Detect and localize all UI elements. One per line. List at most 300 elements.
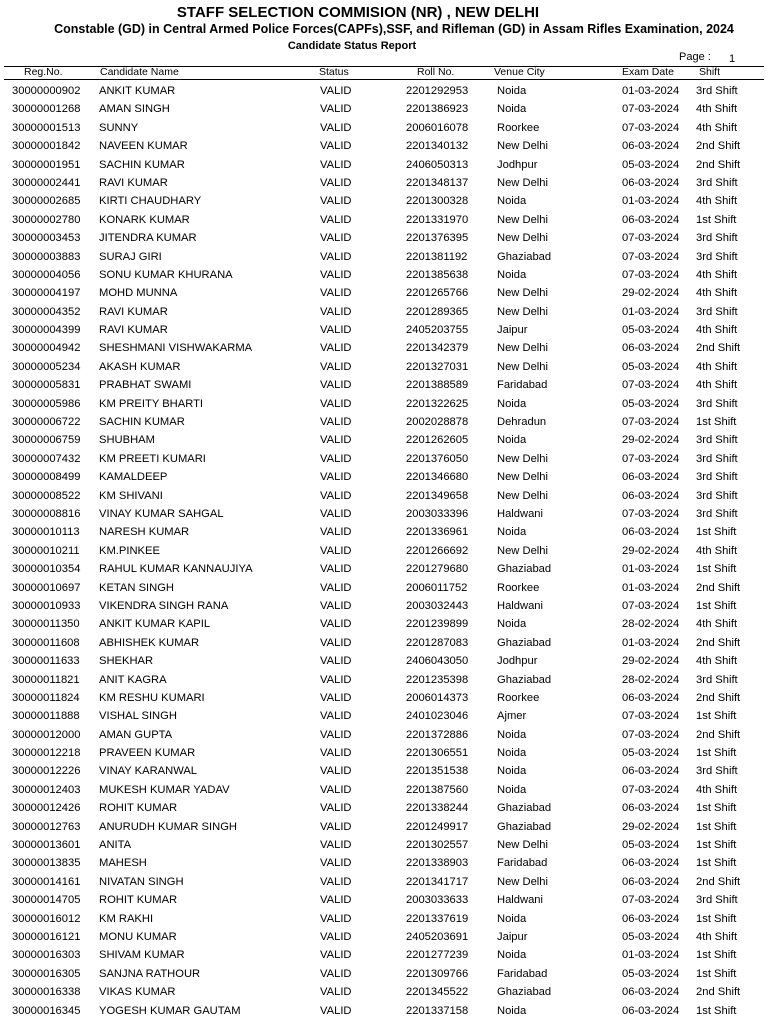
status-cell: VALID — [320, 747, 352, 760]
roll-no-cell: 2006011752 — [406, 581, 468, 594]
candidate-name-cell: PRABHAT SWAMI — [99, 379, 192, 392]
roll-no-cell: 2006014373 — [406, 691, 469, 704]
reg-no-cell: 30000008499 — [12, 471, 81, 484]
exam-date-cell: 01-03-2024 — [622, 563, 680, 576]
shift-cell: 3rd Shift — [696, 232, 738, 245]
venue-city-cell: Jodhpur — [497, 158, 538, 171]
reg-no-cell: 30000013601 — [12, 839, 81, 852]
exam-date-cell: 06-03-2024 — [622, 912, 680, 925]
exam-date-cell: 06-03-2024 — [622, 986, 680, 999]
status-cell: VALID — [320, 507, 352, 520]
candidate-name-cell: KM RAKHI — [99, 912, 154, 925]
shift-cell: 4th Shift — [696, 379, 738, 392]
table-row — [0, 912, 768, 930]
col-header-roll-no: Roll No. — [417, 66, 455, 78]
roll-no-cell: 2201300328 — [406, 195, 469, 208]
table-row — [0, 433, 768, 451]
status-cell: VALID — [320, 636, 352, 649]
exam-date-cell: 06-03-2024 — [622, 802, 680, 815]
status-cell: VALID — [320, 765, 352, 778]
col-header-candidate-name: Candidate Name — [100, 66, 179, 78]
status-cell: VALID — [320, 250, 352, 263]
candidate-name-cell: RAVI KUMAR — [99, 305, 168, 318]
venue-city-cell: Ghaziabad — [497, 802, 552, 815]
shift-cell: 1st Shift — [696, 839, 737, 852]
status-cell: VALID — [320, 581, 352, 594]
table-row — [0, 948, 768, 966]
status-cell: VALID — [320, 342, 352, 355]
venue-city-cell: Haldwani — [497, 507, 544, 520]
status-cell: VALID — [320, 673, 352, 686]
roll-no-cell: 2003032443 — [406, 599, 469, 612]
shift-cell: 1st Shift — [696, 820, 737, 833]
venue-city-cell: New Delhi — [497, 176, 548, 189]
reg-no-cell: 30000011608 — [12, 636, 80, 649]
roll-no-cell: 2201386923 — [406, 103, 469, 116]
table-row — [0, 764, 768, 782]
shift-cell: 1st Shift — [696, 1004, 737, 1017]
candidate-name-cell: ABHISHEK KUMAR — [99, 636, 200, 649]
venue-city-cell: Haldwani — [497, 894, 544, 907]
roll-no-cell: 2201346680 — [406, 471, 469, 484]
exam-date-cell: 05-03-2024 — [622, 397, 680, 410]
exam-date-cell: 06-03-2024 — [622, 471, 680, 484]
candidate-name-cell: SACHIN KUMAR — [99, 158, 185, 171]
roll-no-cell: 2201349658 — [406, 489, 469, 502]
shift-cell: 3rd Shift — [696, 452, 738, 465]
exam-date-cell: 07-03-2024 — [622, 599, 680, 612]
table-row — [0, 158, 768, 176]
table-row — [0, 930, 768, 948]
shift-cell: 1st Shift — [696, 526, 737, 539]
exam-date-cell: 29-02-2024 — [622, 434, 680, 447]
reg-no-cell: 30000016012 — [12, 912, 81, 925]
venue-city-cell: New Delhi — [497, 360, 548, 373]
status-cell: VALID — [320, 618, 352, 631]
roll-no-cell: 2201322625 — [406, 397, 469, 410]
venue-city-cell: Noida — [497, 268, 527, 281]
status-cell: VALID — [320, 397, 352, 410]
shift-cell: 2nd Shift — [696, 158, 741, 171]
shift-cell: 1st Shift — [696, 912, 737, 925]
table-row — [0, 84, 768, 102]
exam-date-cell: 06-03-2024 — [622, 875, 680, 888]
shift-cell: 2nd Shift — [696, 581, 741, 594]
reg-no-cell: 30000007432 — [12, 452, 81, 465]
venue-city-cell: New Delhi — [497, 875, 548, 888]
candidate-name-cell: SONU KUMAR KHURANA — [99, 268, 233, 281]
exam-date-cell: 07-03-2024 — [622, 103, 680, 116]
reg-no-cell: 30000002780 — [12, 213, 81, 226]
roll-no-cell: 2201340132 — [406, 140, 469, 153]
candidate-name-cell: SHIVAM KUMAR — [99, 949, 185, 962]
reg-no-cell: 30000010697 — [12, 581, 81, 594]
shift-cell: 3rd Shift — [696, 397, 738, 410]
exam-date-cell: 01-03-2024 — [622, 636, 680, 649]
candidate-name-cell: KIRTI CHAUDHARY — [99, 195, 202, 208]
status-cell: VALID — [320, 1004, 352, 1017]
venue-city-cell: Dehradun — [497, 416, 547, 429]
candidate-name-cell: KM PREETI KUMARI — [99, 452, 206, 465]
roll-no-cell: 2201338903 — [406, 857, 469, 870]
shift-cell: 2nd Shift — [696, 636, 741, 649]
table-row — [0, 102, 768, 120]
reg-no-cell: 30000004197 — [12, 287, 81, 300]
shift-cell: 1st Shift — [696, 416, 737, 429]
reg-no-cell: 30000010354 — [12, 563, 81, 576]
candidate-name-cell: PRAVEEN KUMAR — [99, 747, 196, 760]
roll-no-cell: 2201376050 — [406, 452, 469, 465]
table-row — [0, 305, 768, 323]
venue-city-cell: Noida — [497, 949, 527, 962]
venue-city-cell: Noida — [497, 85, 527, 97]
roll-no-cell: 2201235398 — [406, 673, 469, 686]
status-cell: VALID — [320, 471, 352, 484]
reg-no-cell: 30000011824 — [12, 691, 80, 704]
venue-city-cell: Noida — [497, 526, 527, 539]
venue-city-cell: Noida — [497, 434, 527, 447]
col-header-exam-date: Exam Date — [622, 66, 674, 78]
shift-cell: 1st Shift — [696, 563, 737, 576]
col-header-reg-no: Reg.No. — [24, 66, 63, 78]
reg-no-cell: 30000002441 — [12, 176, 81, 189]
exam-date-cell: 01-03-2024 — [622, 195, 680, 208]
roll-no-cell: 2201342379 — [406, 342, 469, 355]
shift-cell: 3rd Shift — [696, 305, 738, 318]
exam-date-cell: 05-03-2024 — [622, 158, 680, 171]
exam-date-cell: 07-03-2024 — [622, 268, 680, 281]
exam-date-cell: 07-03-2024 — [622, 452, 680, 465]
roll-no-cell: 2201341717 — [406, 875, 469, 888]
shift-cell: 2nd Shift — [696, 691, 741, 704]
roll-no-cell: 2003033396 — [406, 507, 469, 520]
page-number: 1 — [729, 53, 736, 65]
table-row — [0, 360, 768, 378]
candidate-name-cell: MOHD MUNNA — [99, 287, 178, 300]
status-cell: VALID — [320, 379, 352, 392]
reg-no-cell: 30000004352 — [12, 305, 81, 318]
exam-date-cell: 01-03-2024 — [622, 85, 680, 97]
exam-date-cell: 07-03-2024 — [622, 894, 680, 907]
status-cell: VALID — [320, 599, 352, 612]
status-cell: VALID — [320, 820, 352, 833]
reg-no-cell: 30000012000 — [12, 728, 81, 741]
venue-city-cell: Faridabad — [497, 967, 548, 980]
table-row — [0, 489, 768, 507]
reg-no-cell: 30000008522 — [12, 489, 81, 502]
roll-no-cell: 2201388589 — [406, 379, 469, 392]
table-row — [0, 268, 768, 286]
shift-cell: 1st Shift — [696, 710, 737, 723]
roll-no-cell: 2201345522 — [406, 986, 469, 999]
status-cell: VALID — [320, 140, 352, 153]
shift-cell: 3rd Shift — [696, 507, 738, 520]
roll-no-cell: 2201387560 — [406, 783, 469, 796]
table-row — [0, 709, 768, 727]
candidate-name-cell: SHUBHAM — [99, 434, 155, 447]
shift-cell: 3rd Shift — [696, 176, 738, 189]
shift-cell: 1st Shift — [696, 802, 737, 815]
reg-no-cell: 30000004942 — [12, 342, 81, 355]
table-row — [0, 194, 768, 212]
candidate-name-cell: KAMALDEEP — [99, 471, 168, 484]
status-cell: VALID — [320, 857, 352, 870]
reg-no-cell: 30000001951 — [12, 158, 81, 171]
roll-no-cell: 2201289365 — [406, 305, 469, 318]
report-name: Candidate Status Report — [287, 40, 417, 52]
venue-city-cell: Ghaziabad — [497, 250, 552, 263]
candidate-name-cell: NIVATAN SINGH — [99, 875, 184, 888]
venue-city-cell: Ghaziabad — [497, 636, 552, 649]
venue-city-cell: Haldwani — [497, 599, 544, 612]
reg-no-cell: 30000005234 — [12, 360, 81, 373]
roll-no-cell: 2406043050 — [406, 655, 469, 668]
candidate-name-cell: VIKAS KUMAR — [99, 986, 176, 999]
table-row — [0, 985, 768, 1003]
status-cell: VALID — [320, 949, 352, 962]
shift-cell: 2nd Shift — [696, 986, 741, 999]
shift-cell: 2nd Shift — [696, 140, 741, 153]
roll-no-cell: 2201381192 — [406, 250, 468, 263]
candidate-name-cell: MUKESH KUMAR YADAV — [99, 783, 230, 796]
candidate-name-cell: VINAY KARANWAL — [99, 765, 198, 778]
reg-no-cell: 30000016345 — [12, 1004, 81, 1017]
reg-no-cell: 30000006759 — [12, 434, 81, 447]
candidate-name-cell: SURAJ GIRI — [99, 250, 162, 263]
shift-cell: 4th Shift — [696, 195, 738, 208]
reg-no-cell: 30000005831 — [12, 379, 81, 392]
venue-city-cell: Roorkee — [497, 691, 540, 704]
status-cell: VALID — [320, 85, 352, 97]
roll-no-cell: 2201239899 — [406, 618, 469, 631]
venue-city-cell: Noida — [497, 195, 527, 208]
status-cell: VALID — [320, 894, 352, 907]
venue-city-cell: Ghaziabad — [497, 563, 552, 576]
exam-date-cell: 28-02-2024 — [622, 673, 680, 686]
shift-cell: 4th Shift — [696, 930, 738, 943]
table-row — [0, 967, 768, 985]
table-row — [0, 341, 768, 359]
exam-date-cell: 29-02-2024 — [622, 820, 680, 833]
col-header-venue-city: Venue City — [494, 66, 545, 78]
candidate-name-cell: NARESH KUMAR — [99, 526, 190, 539]
candidate-name-cell: SHESHMANI VISHWAKARMA — [99, 342, 253, 355]
table-row — [0, 654, 768, 672]
roll-no-cell: 2201279680 — [406, 563, 469, 576]
candidate-name-cell: MONU KUMAR — [99, 930, 177, 943]
status-cell: VALID — [320, 875, 352, 888]
venue-city-cell: Noida — [497, 103, 527, 116]
candidate-name-cell: MAHESH — [99, 857, 147, 870]
candidate-name-cell: ANITA — [99, 839, 132, 852]
reg-no-cell: 30000008816 — [12, 507, 81, 520]
reg-no-cell: 30000011350 — [12, 618, 80, 631]
reg-no-cell: 30000012226 — [12, 765, 81, 778]
shift-cell: 4th Shift — [696, 268, 738, 281]
header-bottom-rule — [4, 79, 764, 80]
reg-no-cell: 30000003883 — [12, 250, 81, 263]
exam-date-cell: 06-03-2024 — [622, 691, 680, 704]
status-cell: VALID — [320, 213, 352, 226]
venue-city-cell: New Delhi — [497, 140, 548, 153]
table-row — [0, 838, 768, 856]
candidate-name-cell: YOGESH KUMAR GAUTAM — [99, 1004, 241, 1017]
exam-date-cell: 07-03-2024 — [622, 250, 680, 263]
venue-city-cell: Noida — [497, 912, 527, 925]
table-row — [0, 673, 768, 691]
status-cell: VALID — [320, 839, 352, 852]
venue-city-cell: Ajmer — [497, 710, 527, 723]
shift-cell: 1st Shift — [696, 213, 737, 226]
status-cell: VALID — [320, 121, 352, 134]
shift-cell: 1st Shift — [696, 949, 737, 962]
status-cell: VALID — [320, 103, 352, 116]
venue-city-cell: Jaipur — [497, 324, 528, 337]
roll-no-cell: 2201372886 — [406, 728, 469, 741]
exam-date-cell: 06-03-2024 — [622, 213, 680, 226]
table-row — [0, 856, 768, 874]
status-cell: VALID — [320, 544, 352, 557]
venue-city-cell: New Delhi — [497, 471, 548, 484]
table-row — [0, 470, 768, 488]
reg-no-cell: 30000001513 — [12, 121, 81, 134]
reg-no-cell: 30000016303 — [12, 949, 81, 962]
reg-no-cell: 30000004399 — [12, 324, 81, 337]
candidate-name-cell: ROHIT KUMAR — [99, 894, 178, 907]
exam-date-cell: 07-03-2024 — [622, 416, 680, 429]
venue-city-cell: Ghaziabad — [497, 986, 552, 999]
reg-no-cell: 30000012218 — [12, 747, 81, 760]
venue-city-cell: Roorkee — [497, 121, 540, 134]
exam-date-cell: 29-02-2024 — [622, 287, 680, 300]
venue-city-cell: Noida — [497, 397, 527, 410]
table-row — [0, 121, 768, 139]
candidate-name-cell: AMAN GUPTA — [99, 728, 173, 741]
venue-city-cell: New Delhi — [497, 232, 548, 245]
status-cell: VALID — [320, 268, 352, 281]
exam-date-cell: 05-03-2024 — [622, 839, 680, 852]
shift-cell: 1st Shift — [696, 599, 737, 612]
reg-no-cell: 30000006722 — [12, 416, 81, 429]
candidate-name-cell: AMAN SINGH — [99, 103, 170, 116]
roll-no-cell: 2405203755 — [406, 324, 469, 337]
roll-no-cell: 2002028878 — [406, 416, 469, 429]
candidate-name-cell: KM RESHU KUMARI — [99, 691, 205, 704]
venue-city-cell: New Delhi — [497, 544, 548, 557]
exam-date-cell: 07-03-2024 — [622, 121, 680, 134]
status-cell: VALID — [320, 728, 352, 741]
status-cell: VALID — [320, 526, 352, 539]
exam-date-cell: 05-03-2024 — [622, 930, 680, 943]
roll-no-cell: 2006016078 — [406, 121, 469, 134]
candidate-name-cell: JITENDRA KUMAR — [99, 232, 197, 245]
reg-no-cell: 30000014705 — [12, 894, 81, 907]
exam-date-cell: 01-03-2024 — [622, 305, 680, 318]
exam-date-cell: 06-03-2024 — [622, 489, 680, 502]
table-row — [0, 562, 768, 580]
status-cell: VALID — [320, 691, 352, 704]
candidate-name-cell: SHEKHAR — [99, 655, 154, 668]
shift-cell: 3rd Shift — [696, 250, 738, 263]
status-cell: VALID — [320, 986, 352, 999]
status-cell: VALID — [320, 305, 352, 318]
roll-no-cell: 2201265766 — [406, 287, 469, 300]
status-cell: VALID — [320, 360, 352, 373]
table-row — [0, 139, 768, 157]
roll-no-cell: 2201302557 — [406, 839, 469, 852]
exam-date-cell: 06-03-2024 — [622, 857, 680, 870]
candidate-name-cell: ANIT KAGRA — [99, 673, 167, 686]
reg-no-cell: 30000000902 — [12, 85, 81, 97]
venue-city-cell: Noida — [497, 765, 527, 778]
table-row — [0, 415, 768, 433]
table-row — [0, 801, 768, 819]
exam-date-cell: 06-03-2024 — [622, 140, 680, 153]
table-row — [0, 452, 768, 470]
candidate-name-cell: ROHIT KUMAR — [99, 802, 178, 815]
reg-no-cell: 30000005986 — [12, 397, 81, 410]
shift-cell: 4th Shift — [696, 103, 738, 116]
status-cell: VALID — [320, 287, 352, 300]
roll-no-cell: 2201331970 — [406, 213, 469, 226]
reg-no-cell: 30000010933 — [12, 599, 81, 612]
table-row — [0, 250, 768, 268]
shift-cell: 1st Shift — [696, 967, 737, 980]
reg-no-cell: 30000012426 — [12, 802, 81, 815]
reg-no-cell: 30000004056 — [12, 268, 81, 281]
exam-date-cell: 07-03-2024 — [622, 783, 680, 796]
venue-city-cell: Jodhpur — [497, 655, 538, 668]
reg-no-cell: 30000002685 — [12, 195, 81, 208]
candidate-name-cell: SUNNY — [99, 121, 139, 134]
exam-date-cell: 07-03-2024 — [622, 232, 680, 245]
candidate-name-cell: ANKIT KUMAR KAPIL — [99, 618, 211, 631]
venue-city-cell: Noida — [497, 728, 527, 741]
candidate-name-cell: VINAY KUMAR SAHGAL — [99, 507, 224, 520]
status-cell: VALID — [320, 967, 352, 980]
roll-no-cell: 2201292953 — [406, 85, 469, 97]
reg-no-cell: 30000013835 — [12, 857, 81, 870]
roll-no-cell: 2201249917 — [406, 820, 469, 833]
table-row — [0, 599, 768, 617]
roll-no-cell: 2201338244 — [406, 802, 469, 815]
shift-cell: 2nd Shift — [696, 728, 741, 741]
venue-city-cell: Roorkee — [497, 581, 540, 594]
table-row — [0, 636, 768, 654]
reg-no-cell: 30000011888 — [12, 710, 80, 723]
shift-cell: 2nd Shift — [696, 342, 741, 355]
status-cell: VALID — [320, 195, 352, 208]
shift-cell: 4th Shift — [696, 324, 738, 337]
status-cell: VALID — [320, 563, 352, 576]
roll-no-cell: 2201336961 — [406, 526, 469, 539]
venue-city-cell: Ghaziabad — [497, 820, 552, 833]
status-cell: VALID — [320, 416, 352, 429]
exam-date-cell: 07-03-2024 — [622, 710, 680, 723]
shift-cell: 3rd Shift — [696, 894, 738, 907]
roll-no-cell: 2201306551 — [406, 747, 469, 760]
shift-cell: 2nd Shift — [696, 875, 741, 888]
status-cell: VALID — [320, 912, 352, 925]
exam-date-cell: 01-03-2024 — [622, 949, 680, 962]
table-row — [0, 231, 768, 249]
roll-no-cell: 2201385638 — [406, 268, 469, 281]
shift-cell: 4th Shift — [696, 655, 738, 668]
shift-cell: 3rd Shift — [696, 673, 738, 686]
candidate-name-cell: KM.PINKEE — [99, 544, 160, 557]
exam-date-cell: 05-03-2024 — [622, 967, 680, 980]
shift-cell: 1st Shift — [696, 747, 737, 760]
